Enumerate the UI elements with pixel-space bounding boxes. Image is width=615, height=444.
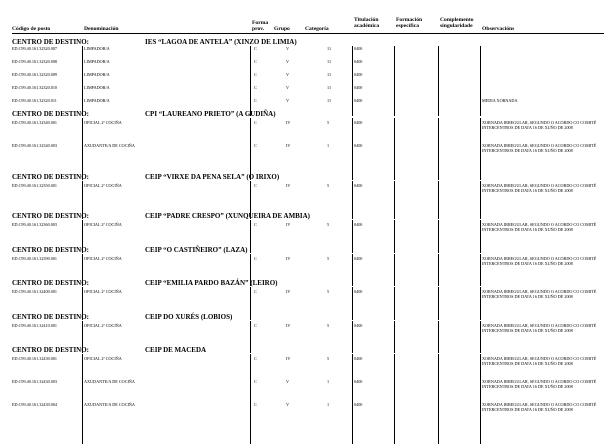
column-rule	[394, 181, 395, 219]
cell-titulacion: 0400	[354, 98, 363, 103]
column-rule	[394, 220, 395, 253]
column-rule	[352, 354, 353, 444]
section-label: CENTRO DE DESTINO:	[12, 279, 90, 287]
cell-titulacion: 0400	[354, 379, 363, 384]
column-rule	[250, 220, 251, 253]
cell-denominacion: OFICIAL 2ª COCIÑA	[84, 222, 122, 227]
cell-forma-prov: C	[254, 98, 257, 103]
column-rule	[480, 254, 481, 286]
cell-codigo: ED.C99.40.161.32430.001	[12, 356, 58, 361]
cell-denominacion: OFICIAL 2ª COCIÑA	[84, 120, 122, 125]
column-rule	[250, 354, 251, 444]
column-rule	[394, 118, 395, 180]
cell-forma-prov: C	[254, 143, 257, 148]
column-rule	[480, 118, 481, 180]
column-rule	[352, 46, 353, 116]
cell-observaciones: XORNADA IRREGULAR, SEGUNDO O ACORDO CO COMITÉ INTERCENTROS DE DATA 16 DE XUÑO DE 2008	[482, 256, 597, 266]
column-rule	[480, 181, 481, 219]
cell-observaciones: XORNADA IRREGULAR, SEGUNDO O ACORDO CO COMITÉ INTERCENTROS DE DATA 16 DE XUÑO DE 2008	[482, 143, 597, 153]
cell-observaciones: XORNADA IRREGULAR, SEGUNDO O ACORDO CO COMITÉ INTERCENTROS DE DATA 16 DE XUÑO DE 2008	[482, 289, 597, 299]
column-rule	[480, 354, 481, 444]
cell-grupo: IV	[286, 323, 291, 328]
cell-categoria: 11	[327, 72, 332, 77]
cell-forma-prov: C	[254, 222, 257, 227]
cell-observaciones: XORNADA IRREGULAR, SEGUNDO O ACORDO CO COMITÉ INTERCENTROS DE DATA 16 DE XUÑO DE 2008	[482, 379, 597, 389]
column-rule	[82, 118, 83, 180]
cell-categoria: 5	[327, 120, 330, 125]
cell-categoria: 11	[327, 46, 332, 51]
header-categoria: Categoría	[305, 26, 329, 32]
section-label: CENTRO DE DESTINO:	[12, 346, 90, 354]
cell-titulacion: 0400	[354, 222, 363, 227]
cell-grupo: V	[286, 379, 290, 384]
column-rule	[352, 118, 353, 180]
section-name: CEIP “EMILIA PARDO BAZÁN” (LEIRO)	[145, 279, 278, 287]
cell-codigo: ED.C99.40.161.32340.001	[12, 120, 58, 125]
section-label: CENTRO DE DESTINO:	[12, 212, 90, 220]
column-rule	[438, 254, 439, 286]
cell-titulacion: 0400	[354, 143, 363, 148]
header-rule	[12, 33, 604, 34]
column-rule	[250, 287, 251, 320]
section-name: CEIP DO XURÉS (LOBIOS)	[145, 313, 233, 321]
cell-grupo: V	[286, 85, 290, 90]
cell-denominacion: OFICIAL 2ª COCIÑA	[84, 183, 122, 188]
cell-codigo: ED.C99.40.161.32400.001	[12, 289, 58, 294]
cell-forma-prov: C	[254, 120, 257, 125]
cell-categoria: 5	[327, 323, 330, 328]
cell-denominacion: OFICIAL 2ª COCIÑA	[84, 323, 122, 328]
cell-forma-prov: C	[254, 323, 257, 328]
column-rule	[352, 254, 353, 286]
cell-observaciones: XORNADA IRREGULAR, SEGUNDO O ACORDO CO COMITÉ INTERCENTROS DE DATA 16 DE XUÑO DE 2008	[482, 183, 597, 193]
cell-grupo: V	[286, 402, 290, 407]
section-label: CENTRO DE DESTINO:	[12, 246, 90, 254]
cell-categoria: 5	[327, 256, 330, 261]
section-name: IES “LAGOA DE ANTELA” (XINZO DE LIMIA)	[145, 38, 297, 46]
cell-forma-prov: C	[254, 59, 257, 64]
column-rule	[480, 321, 481, 353]
cell-codigo: ED.C99.40.161.32410.001	[12, 323, 58, 328]
cell-titulacion: 0400	[354, 402, 363, 407]
cell-forma-prov: C	[254, 46, 257, 51]
cell-observaciones: MEDIA XORNADA	[482, 98, 518, 103]
cell-codigo: ED.C99.40.161.32390.001	[12, 256, 58, 261]
column-rule	[438, 321, 439, 353]
cell-denominacion: AXUDANTE/A DE COCIÑA	[84, 402, 135, 407]
cell-codigo: ED.C99.40.161.32350.001	[12, 183, 58, 188]
column-rule	[82, 46, 83, 116]
cell-observaciones: XORNADA IRREGULAR, SEGUNDO O ACORDO CO COMITÉ INTERCENTROS DE DATA 16 DE XUÑO DE 2008	[482, 323, 597, 333]
cell-codigo: ED.C99.40.161.32430.003	[12, 379, 58, 384]
column-rule	[438, 220, 439, 253]
cell-forma-prov: C	[254, 402, 257, 407]
cell-observaciones: XORNADA IRREGULAR, SEGUNDO O ACORDO CO COMITÉ INTERCENTROS DE DATA 16 DE XUÑO DE 2008	[482, 402, 597, 412]
column-rule	[250, 118, 251, 180]
cell-grupo: IV	[286, 120, 291, 125]
cell-categoria: 11	[327, 85, 332, 90]
column-rule	[438, 181, 439, 219]
cell-forma-prov: C	[254, 289, 257, 294]
cell-forma-prov: C	[254, 72, 257, 77]
header-titulacion-1: Titulación	[354, 17, 379, 23]
cell-forma-prov: C	[254, 183, 257, 188]
cell-categoria: 11	[327, 98, 332, 103]
cell-denominacion: LIMPADOR/A	[84, 59, 110, 64]
section-label: CENTRO DE DESTINO:	[12, 313, 90, 321]
column-rule	[394, 254, 395, 286]
cell-grupo: IV	[286, 143, 291, 148]
section-label: CENTRO DE DESTINO:	[12, 38, 90, 46]
cell-denominacion: LIMPADOR/A	[84, 72, 110, 77]
cell-titulacion: 0400	[354, 183, 363, 188]
cell-forma-prov: C	[254, 85, 257, 90]
column-rule	[82, 354, 83, 444]
cell-codigo: ED.C99.40.161.32340.003	[12, 143, 58, 148]
cell-titulacion: 0400	[354, 289, 363, 294]
header-grupo: Grupo	[274, 26, 290, 32]
cell-codigo: ED.C99.40.161.32320.008	[12, 59, 58, 64]
cell-forma-prov: C	[254, 379, 257, 384]
cell-observaciones: XORNADA IRREGULAR, SEGUNDO O ACORDO CO COMITÉ INTERCENTROS DE DATA 16 DE XUÑO DE 2008	[482, 356, 597, 366]
cell-grupo: V	[286, 72, 290, 77]
header-codigo: Código de posto	[12, 26, 51, 32]
cell-grupo: V	[286, 98, 290, 103]
section-name: CEIP “O CASTIÑEIRO” (LAZA)	[145, 246, 248, 254]
cell-forma-prov: C	[254, 256, 257, 261]
cell-codigo: ED.C99.40.161.32360.003	[12, 222, 58, 227]
cell-denominacion: OFICIAL 2ª COCIÑA	[84, 356, 122, 361]
cell-forma-prov: C	[254, 356, 257, 361]
header-forma-prov-2: prov.	[252, 26, 265, 32]
cell-titulacion: 0400	[354, 256, 363, 261]
cell-categoria: 5	[327, 222, 330, 227]
header-formacion-2: específica	[396, 23, 419, 29]
column-rule	[352, 321, 353, 353]
header-formacion-1: Formación	[396, 17, 423, 23]
cell-categoria: 11	[327, 59, 332, 64]
cell-grupo: IV	[286, 256, 291, 261]
section-name: CEIP “VIRXE DA PENA SELA” (O IRIXO)	[145, 173, 280, 181]
header-titulacion-2: académica	[354, 23, 380, 29]
header-complemento-2: singularidade	[440, 23, 473, 29]
section-label: CENTRO DE DESTINO:	[12, 173, 90, 181]
cell-grupo: IV	[286, 289, 291, 294]
column-rule	[480, 46, 481, 116]
column-rule	[480, 220, 481, 253]
column-rule	[438, 354, 439, 444]
cell-categoria: 1	[327, 402, 330, 407]
column-rule	[352, 220, 353, 253]
cell-denominacion: OFICIAL 2ª COCIÑA	[84, 256, 122, 261]
cell-titulacion: 0400	[354, 59, 363, 64]
header-denominacion: Denominación	[84, 26, 119, 32]
cell-codigo: ED.C99.40.161.32320.010	[12, 85, 58, 90]
column-rule	[394, 46, 395, 116]
column-rule	[480, 287, 481, 320]
column-rule	[394, 287, 395, 320]
header-complemento-1: Complemento	[440, 17, 474, 23]
column-rule	[438, 118, 439, 180]
column-rule	[250, 46, 251, 116]
cell-titulacion: 0400	[354, 120, 363, 125]
header-observaciones: Observacións	[482, 26, 515, 32]
cell-categoria: 5	[327, 289, 330, 294]
cell-categoria: 5	[327, 356, 330, 361]
cell-codigo: ED.C99.40.161.32320.011	[12, 98, 57, 103]
cell-denominacion: LIMPADOR/A	[84, 46, 110, 51]
cell-categoria: 1	[327, 379, 330, 384]
column-rule	[250, 321, 251, 353]
column-rule	[438, 287, 439, 320]
cell-denominacion: OFICIAL 2ª COCIÑA	[84, 289, 122, 294]
cell-grupo: IV	[286, 222, 291, 227]
cell-codigo: ED.C99.40.161.32430.004	[12, 402, 58, 407]
cell-codigo: ED.C99.40.161.32320.007	[12, 46, 58, 51]
section-name: CEIP DE MACEDA	[145, 346, 207, 354]
cell-categoria: 5	[327, 183, 330, 188]
cell-denominacion: LIMPADOR/A	[84, 98, 110, 103]
cell-categoria: 1	[327, 143, 330, 148]
column-rule	[438, 46, 439, 116]
header-forma-prov-1: Forma	[252, 20, 269, 26]
cell-titulacion: 0400	[354, 356, 363, 361]
column-rule	[394, 321, 395, 353]
column-rule	[352, 287, 353, 320]
cell-titulacion: 0400	[354, 72, 363, 77]
cell-grupo: IV	[286, 356, 291, 361]
cell-grupo: IV	[286, 183, 291, 188]
section-label: CENTRO DE DESTINO:	[12, 110, 90, 118]
section-name: CEIP “PADRE CRESPO” (XUNQUEIRA DE AMBIA)	[145, 212, 310, 220]
cell-titulacion: 0400	[354, 85, 363, 90]
cell-titulacion: 0400	[354, 323, 363, 328]
column-rule	[352, 181, 353, 219]
cell-denominacion: AXUDANTE/A DE COCIÑA	[84, 143, 135, 148]
section-name: CPI “LAUREANO PRIETO” (A GUDIÑA)	[145, 110, 276, 118]
cell-observaciones: XORNADA IRREGULAR, SEGUNDO O ACORDO CO COMITÉ INTERCENTROS DE DATA 16 DE XUÑO DE 2008	[482, 222, 597, 232]
column-rule	[394, 354, 395, 444]
cell-codigo: ED.C99.40.161.32320.009	[12, 72, 58, 77]
cell-observaciones: XORNADA IRREGULAR, SEGUNDO O ACORDO CO COMITÉ INTERCENTROS DE DATA 16 DE XUÑO DE 2008	[482, 120, 597, 130]
cell-denominacion: AXUDANTE/A DE COCIÑA	[84, 379, 135, 384]
cell-grupo: V	[286, 59, 290, 64]
cell-grupo: V	[286, 46, 290, 51]
cell-denominacion: LIMPADOR/A	[84, 85, 110, 90]
cell-titulacion: 0400	[354, 46, 363, 51]
